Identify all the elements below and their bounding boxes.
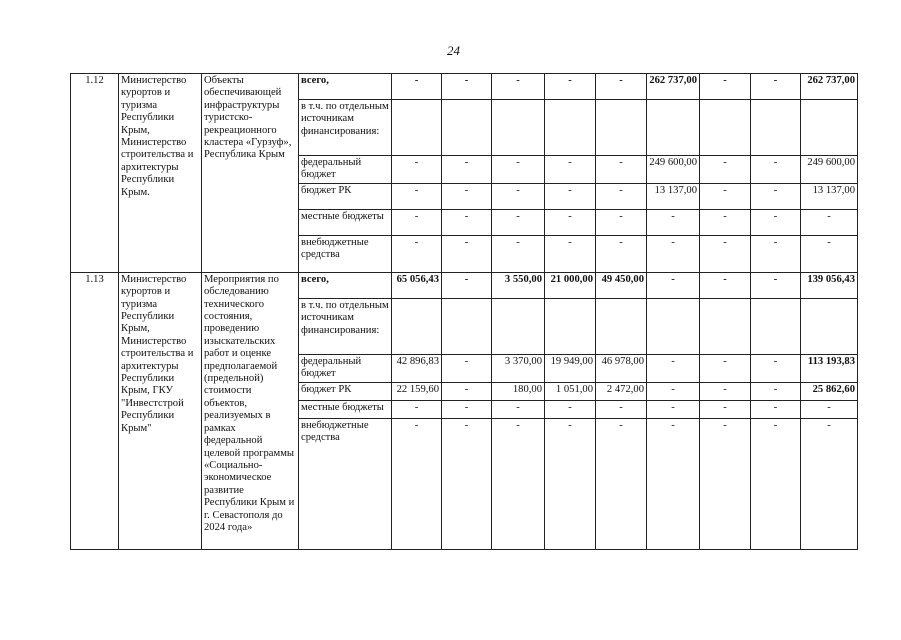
source-label: федеральный бюджет xyxy=(299,354,392,382)
value-cell: - xyxy=(700,183,751,209)
value-cell: - xyxy=(442,209,492,235)
table-row xyxy=(71,272,858,298)
object-cell: Мероприятия по обследованию технического состояния, проведению изыскательских работ и оценке предполагаемой (предельной) стоимости объектов, реализуемых в рамках федеральной целевой программы «Социально-экономическое развитие Республики Крым и г. Севастополя до 2024 года» xyxy=(202,272,299,549)
value-cell xyxy=(801,100,858,156)
value-cell: - xyxy=(700,235,751,272)
value-cell: 262 737,00 xyxy=(801,74,858,100)
value-cell: 139 056,43 xyxy=(801,272,858,298)
value-cell: - xyxy=(392,400,442,418)
value-cell xyxy=(801,298,858,354)
source-label: бюджет РК xyxy=(299,183,392,209)
executor-cell: Министерство курортов и туризма Республики Крым, Министерство строительства и архитектуры Республики Крым, ГКУ "Инвестстрой Республики Крым" xyxy=(119,272,202,549)
value-cell xyxy=(647,298,700,354)
value-cell: 3 550,00 xyxy=(492,272,545,298)
value-cell: - xyxy=(801,418,858,549)
value-cell: - xyxy=(442,183,492,209)
source-label: внебюджетные средства xyxy=(299,235,392,272)
value-cell: 21 000,00 xyxy=(545,272,596,298)
executor-cell: Министерство курортов и туризма Республики Крым, Министерство строительства и архитектуры Республики Крым. xyxy=(119,74,202,273)
value-cell: - xyxy=(596,156,647,184)
value-cell xyxy=(392,298,442,354)
value-cell: - xyxy=(751,354,801,382)
value-cell: - xyxy=(700,209,751,235)
value-cell: - xyxy=(545,74,596,100)
value-cell: 2 472,00 xyxy=(596,382,647,400)
value-cell: - xyxy=(545,183,596,209)
value-cell: - xyxy=(801,209,858,235)
value-cell: 65 056,43 xyxy=(392,272,442,298)
value-cell: - xyxy=(392,74,442,100)
value-cell xyxy=(492,298,545,354)
value-cell: 3 370,00 xyxy=(492,354,545,382)
value-cell: - xyxy=(442,74,492,100)
value-cell: 262 737,00 xyxy=(647,74,700,100)
value-cell: - xyxy=(442,272,492,298)
value-cell: - xyxy=(596,418,647,549)
value-cell: - xyxy=(751,183,801,209)
value-cell: - xyxy=(596,74,647,100)
source-label: федеральный бюджет xyxy=(299,156,392,184)
value-cell: - xyxy=(801,235,858,272)
table-body xyxy=(71,74,858,550)
value-cell: 180,00 xyxy=(492,382,545,400)
value-cell: - xyxy=(751,400,801,418)
value-cell: - xyxy=(442,382,492,400)
value-cell: - xyxy=(700,418,751,549)
value-cell: - xyxy=(596,235,647,272)
value-cell: - xyxy=(647,382,700,400)
source-label: в т.ч. по отдельным источникам финансирования: xyxy=(299,100,392,156)
value-cell: - xyxy=(492,400,545,418)
value-cell: - xyxy=(545,400,596,418)
source-label: местные бюджеты xyxy=(299,209,392,235)
value-cell: - xyxy=(647,354,700,382)
value-cell: - xyxy=(751,209,801,235)
value-cell: - xyxy=(492,183,545,209)
value-cell: - xyxy=(700,400,751,418)
value-cell: 25 862,60 xyxy=(801,382,858,400)
value-cell xyxy=(392,100,442,156)
table-row xyxy=(71,74,858,100)
value-cell: - xyxy=(492,235,545,272)
value-cell: - xyxy=(545,418,596,549)
value-cell: 42 896,83 xyxy=(392,354,442,382)
value-cell: 13 137,00 xyxy=(647,183,700,209)
value-cell xyxy=(700,298,751,354)
value-cell xyxy=(751,298,801,354)
value-cell: - xyxy=(492,156,545,184)
value-cell: - xyxy=(492,74,545,100)
value-cell: - xyxy=(751,272,801,298)
value-cell: - xyxy=(647,209,700,235)
value-cell xyxy=(700,100,751,156)
value-cell: - xyxy=(751,382,801,400)
value-cell: - xyxy=(751,156,801,184)
value-cell xyxy=(545,298,596,354)
value-cell: - xyxy=(751,74,801,100)
value-cell: - xyxy=(442,156,492,184)
object-cell: Объекты обеспечивающей инфраструктуры туристско-рекреационного кластера «Гурзуф», Республика Крым xyxy=(202,74,299,273)
value-cell: - xyxy=(700,382,751,400)
value-cell: - xyxy=(801,400,858,418)
value-cell: - xyxy=(392,235,442,272)
value-cell: - xyxy=(545,235,596,272)
source-label: внебюджетные средства xyxy=(299,418,392,549)
value-cell xyxy=(545,100,596,156)
value-cell xyxy=(751,100,801,156)
value-cell: - xyxy=(392,209,442,235)
source-label: всего, xyxy=(299,272,392,298)
value-cell: - xyxy=(647,400,700,418)
value-cell: 46 978,00 xyxy=(596,354,647,382)
row-number: 1.13 xyxy=(71,272,119,549)
value-cell: - xyxy=(492,209,545,235)
value-cell xyxy=(442,298,492,354)
value-cell: - xyxy=(545,209,596,235)
value-cell: - xyxy=(545,156,596,184)
value-cell: - xyxy=(442,418,492,549)
value-cell: 249 600,00 xyxy=(801,156,858,184)
value-cell: - xyxy=(492,418,545,549)
value-cell: - xyxy=(442,235,492,272)
row-number: 1.12 xyxy=(71,74,119,273)
value-cell xyxy=(596,100,647,156)
value-cell: 249 600,00 xyxy=(647,156,700,184)
value-cell: - xyxy=(392,418,442,549)
source-label: местные бюджеты xyxy=(299,400,392,418)
value-cell: 49 450,00 xyxy=(596,272,647,298)
value-cell xyxy=(596,298,647,354)
value-cell: - xyxy=(392,156,442,184)
value-cell: - xyxy=(392,183,442,209)
source-label: всего, xyxy=(299,74,392,100)
value-cell: 113 193,83 xyxy=(801,354,858,382)
value-cell: - xyxy=(647,418,700,549)
financing-table xyxy=(70,73,858,550)
value-cell: - xyxy=(596,209,647,235)
source-label: в т.ч. по отдельным источникам финансирования: xyxy=(299,298,392,354)
value-cell: - xyxy=(700,74,751,100)
value-cell: - xyxy=(596,400,647,418)
value-cell: - xyxy=(700,272,751,298)
source-label: бюджет РК xyxy=(299,382,392,400)
value-cell: - xyxy=(751,418,801,549)
value-cell: 22 159,60 xyxy=(392,382,442,400)
value-cell xyxy=(492,100,545,156)
value-cell: - xyxy=(442,400,492,418)
value-cell: 13 137,00 xyxy=(801,183,858,209)
value-cell: - xyxy=(647,272,700,298)
page-number: 24 xyxy=(447,43,460,58)
value-cell xyxy=(647,100,700,156)
value-cell: - xyxy=(751,235,801,272)
value-cell: 1 051,00 xyxy=(545,382,596,400)
value-cell: - xyxy=(442,354,492,382)
value-cell: - xyxy=(647,235,700,272)
value-cell: - xyxy=(700,156,751,184)
value-cell xyxy=(442,100,492,156)
value-cell: 19 949,00 xyxy=(545,354,596,382)
value-cell: - xyxy=(700,354,751,382)
value-cell: - xyxy=(596,183,647,209)
